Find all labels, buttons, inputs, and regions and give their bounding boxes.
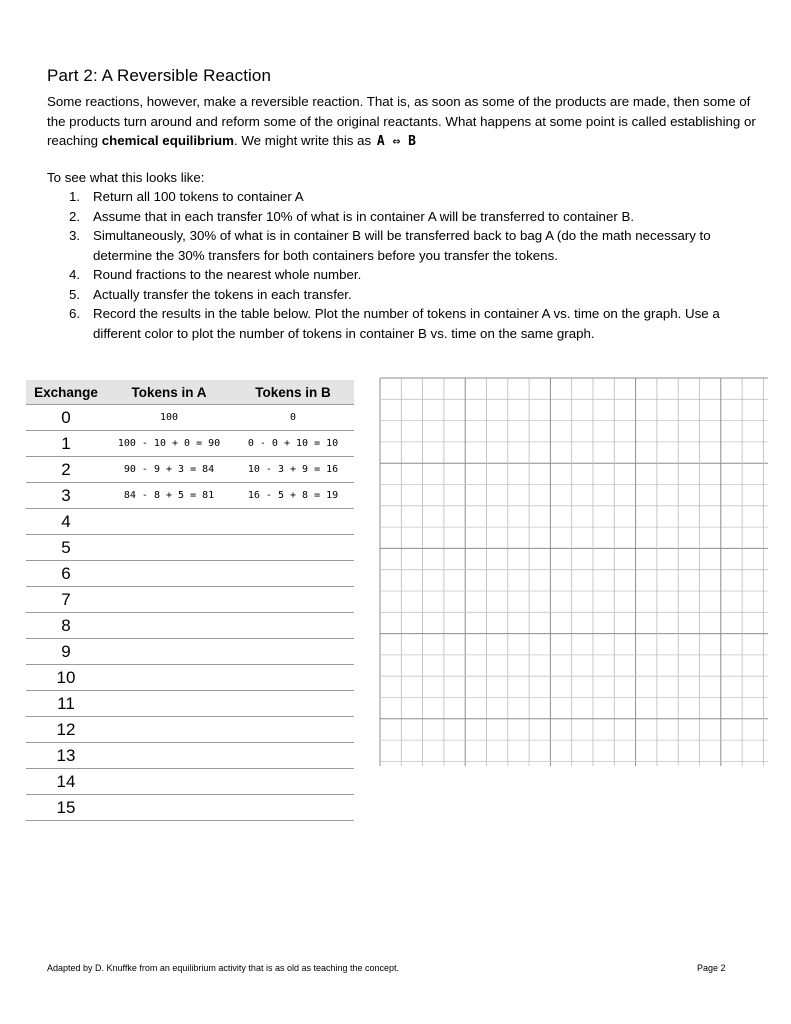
table-row xyxy=(26,587,354,613)
tokens-a-cell[interactable] xyxy=(106,665,232,691)
exchange-cell: 6 xyxy=(26,561,106,587)
step-text: Round fractions to the nearest whole number. xyxy=(93,267,362,282)
exchange-cell: 15 xyxy=(26,795,106,821)
tokens-b-cell[interactable]: 16 - 5 + 8 = 19 xyxy=(232,483,354,509)
exchange-cell: 8 xyxy=(26,613,106,639)
step-text: Assume that in each transfer 10% of what is in container A will be transferred to container B. xyxy=(93,208,635,224)
table-row xyxy=(26,613,354,639)
step-text: Record the results in the table below. Plot the number of tokens in container A vs. time on the graph. Use a different color to plot the number of tokens in container B vs. time on the same graph. xyxy=(93,306,720,341)
intro-bold-term: chemical equilibrium xyxy=(101,133,234,148)
tokens-a-cell[interactable]: 100 xyxy=(106,405,232,431)
tokens-a-cell[interactable] xyxy=(106,795,232,821)
exchange-cell: 3 xyxy=(26,483,106,509)
exchange-cell: 10 xyxy=(26,665,106,691)
instructions-lead: To see what this looks like: xyxy=(47,170,205,185)
tokens-b-cell[interactable] xyxy=(232,639,354,665)
table-row xyxy=(26,535,354,561)
graph-paper-grid[interactable] xyxy=(378,376,770,768)
table-row xyxy=(26,457,354,483)
tokens-a-cell[interactable] xyxy=(106,561,232,587)
tokens-a-cell[interactable] xyxy=(106,535,232,561)
intro-text-after: . We might write this as xyxy=(233,133,375,148)
tokens-a-cell[interactable] xyxy=(106,509,232,535)
tokens-a-cell[interactable] xyxy=(106,587,232,613)
exchange-cell: 5 xyxy=(26,535,106,561)
tokens-a-cell[interactable] xyxy=(106,717,232,743)
instruction-step xyxy=(47,187,757,207)
exchange-cell: 4 xyxy=(26,509,106,535)
instruction-step xyxy=(47,265,757,285)
step-number: 2. xyxy=(69,208,81,224)
tokens-a-cell[interactable] xyxy=(106,769,232,795)
tokens-b-cell[interactable] xyxy=(232,665,354,691)
tokens-a-cell[interactable]: 90 - 9 + 3 = 84 xyxy=(106,457,232,483)
table-row xyxy=(26,405,354,431)
tokens-a-cell[interactable] xyxy=(106,743,232,769)
tokens-b-cell[interactable] xyxy=(232,795,354,821)
instruction-step xyxy=(47,226,757,265)
tokens-b-cell[interactable]: 0 xyxy=(232,405,354,431)
header-exchange: Exchange xyxy=(26,380,106,405)
table-row xyxy=(26,639,354,665)
exchange-cell: 1 xyxy=(26,431,106,457)
tokens-b-cell[interactable] xyxy=(232,743,354,769)
exchange-cell: 13 xyxy=(26,743,106,769)
table-row xyxy=(26,691,354,717)
exchange-cell: 7 xyxy=(26,587,106,613)
instruction-step xyxy=(47,207,757,227)
table-row xyxy=(26,743,354,769)
intro-text-before: Some reactions, however, make a reversible reaction. That is, as soon as some of the products are made, then some of the products turn around and reform some of the original reactants. What happens at some point is called establishing or reaching xyxy=(47,94,756,148)
step-text: Actually transfer the tokens in each transfer. xyxy=(93,286,352,302)
step-number: 5. xyxy=(69,286,81,302)
tokens-a-cell[interactable] xyxy=(106,639,232,665)
tokens-a-cell[interactable] xyxy=(106,613,232,639)
exchange-cell: 0 xyxy=(26,405,106,431)
intro-paragraph xyxy=(47,92,757,152)
table-row xyxy=(26,561,354,587)
table-header-row xyxy=(26,380,354,405)
instruction-step xyxy=(47,285,757,305)
tokens-b-cell[interactable] xyxy=(232,691,354,717)
tokens-a-cell[interactable] xyxy=(106,691,232,717)
exchange-cell: 9 xyxy=(26,639,106,665)
equilibrium-equation: A ⇔ B xyxy=(376,134,417,149)
table-row xyxy=(26,717,354,743)
step-number: 4. xyxy=(69,267,81,282)
step-number: 6. xyxy=(69,306,81,321)
instruction-list xyxy=(47,187,757,343)
table-body xyxy=(26,405,354,821)
table-row xyxy=(26,483,354,509)
tokens-b-cell[interactable] xyxy=(232,769,354,795)
table-row xyxy=(26,769,354,795)
footer-credit: Adapted by D. Knuffke from an equilibrium activity that is as old as teaching the concept. xyxy=(47,963,400,973)
tokens-a-cell[interactable]: 100 - 10 + 0 = 90 xyxy=(106,431,232,457)
table-row xyxy=(26,795,354,821)
step-number: 1. xyxy=(69,189,81,204)
exchange-cell: 14 xyxy=(26,769,106,795)
step-text: Return all 100 tokens to container A xyxy=(93,189,304,204)
step-number: 3. xyxy=(69,228,81,243)
results-table xyxy=(26,380,354,821)
instruction-step xyxy=(47,304,757,343)
tokens-b-cell[interactable] xyxy=(232,717,354,743)
page-title: Part 2: A Reversible Reaction xyxy=(47,66,272,85)
table-row xyxy=(26,509,354,535)
page-number: Page 2 xyxy=(697,963,726,973)
step-text: Simultaneously, 30% of what is in container B will be transferred back to bag A (do the math necessary to determine the 30% transfers for both containers before you transfer the tokens. xyxy=(93,228,711,263)
exchange-cell: 2 xyxy=(26,457,106,483)
exchange-cell: 12 xyxy=(26,717,106,743)
tokens-b-cell[interactable]: 0 - 0 + 10 = 10 xyxy=(232,431,354,457)
tokens-b-cell[interactable] xyxy=(232,509,354,535)
header-tokens-a: Tokens in A xyxy=(106,380,232,405)
table-row xyxy=(26,431,354,457)
table-row xyxy=(26,665,354,691)
tokens-b-cell[interactable] xyxy=(232,561,354,587)
tokens-b-cell[interactable] xyxy=(232,613,354,639)
tokens-b-cell[interactable] xyxy=(232,535,354,561)
tokens-a-cell[interactable]: 84 - 8 + 5 = 81 xyxy=(106,483,232,509)
tokens-b-cell[interactable] xyxy=(232,587,354,613)
header-tokens-b: Tokens in B xyxy=(232,380,354,405)
tokens-b-cell[interactable]: 10 - 3 + 9 = 16 xyxy=(232,457,354,483)
exchange-cell: 11 xyxy=(26,691,106,717)
